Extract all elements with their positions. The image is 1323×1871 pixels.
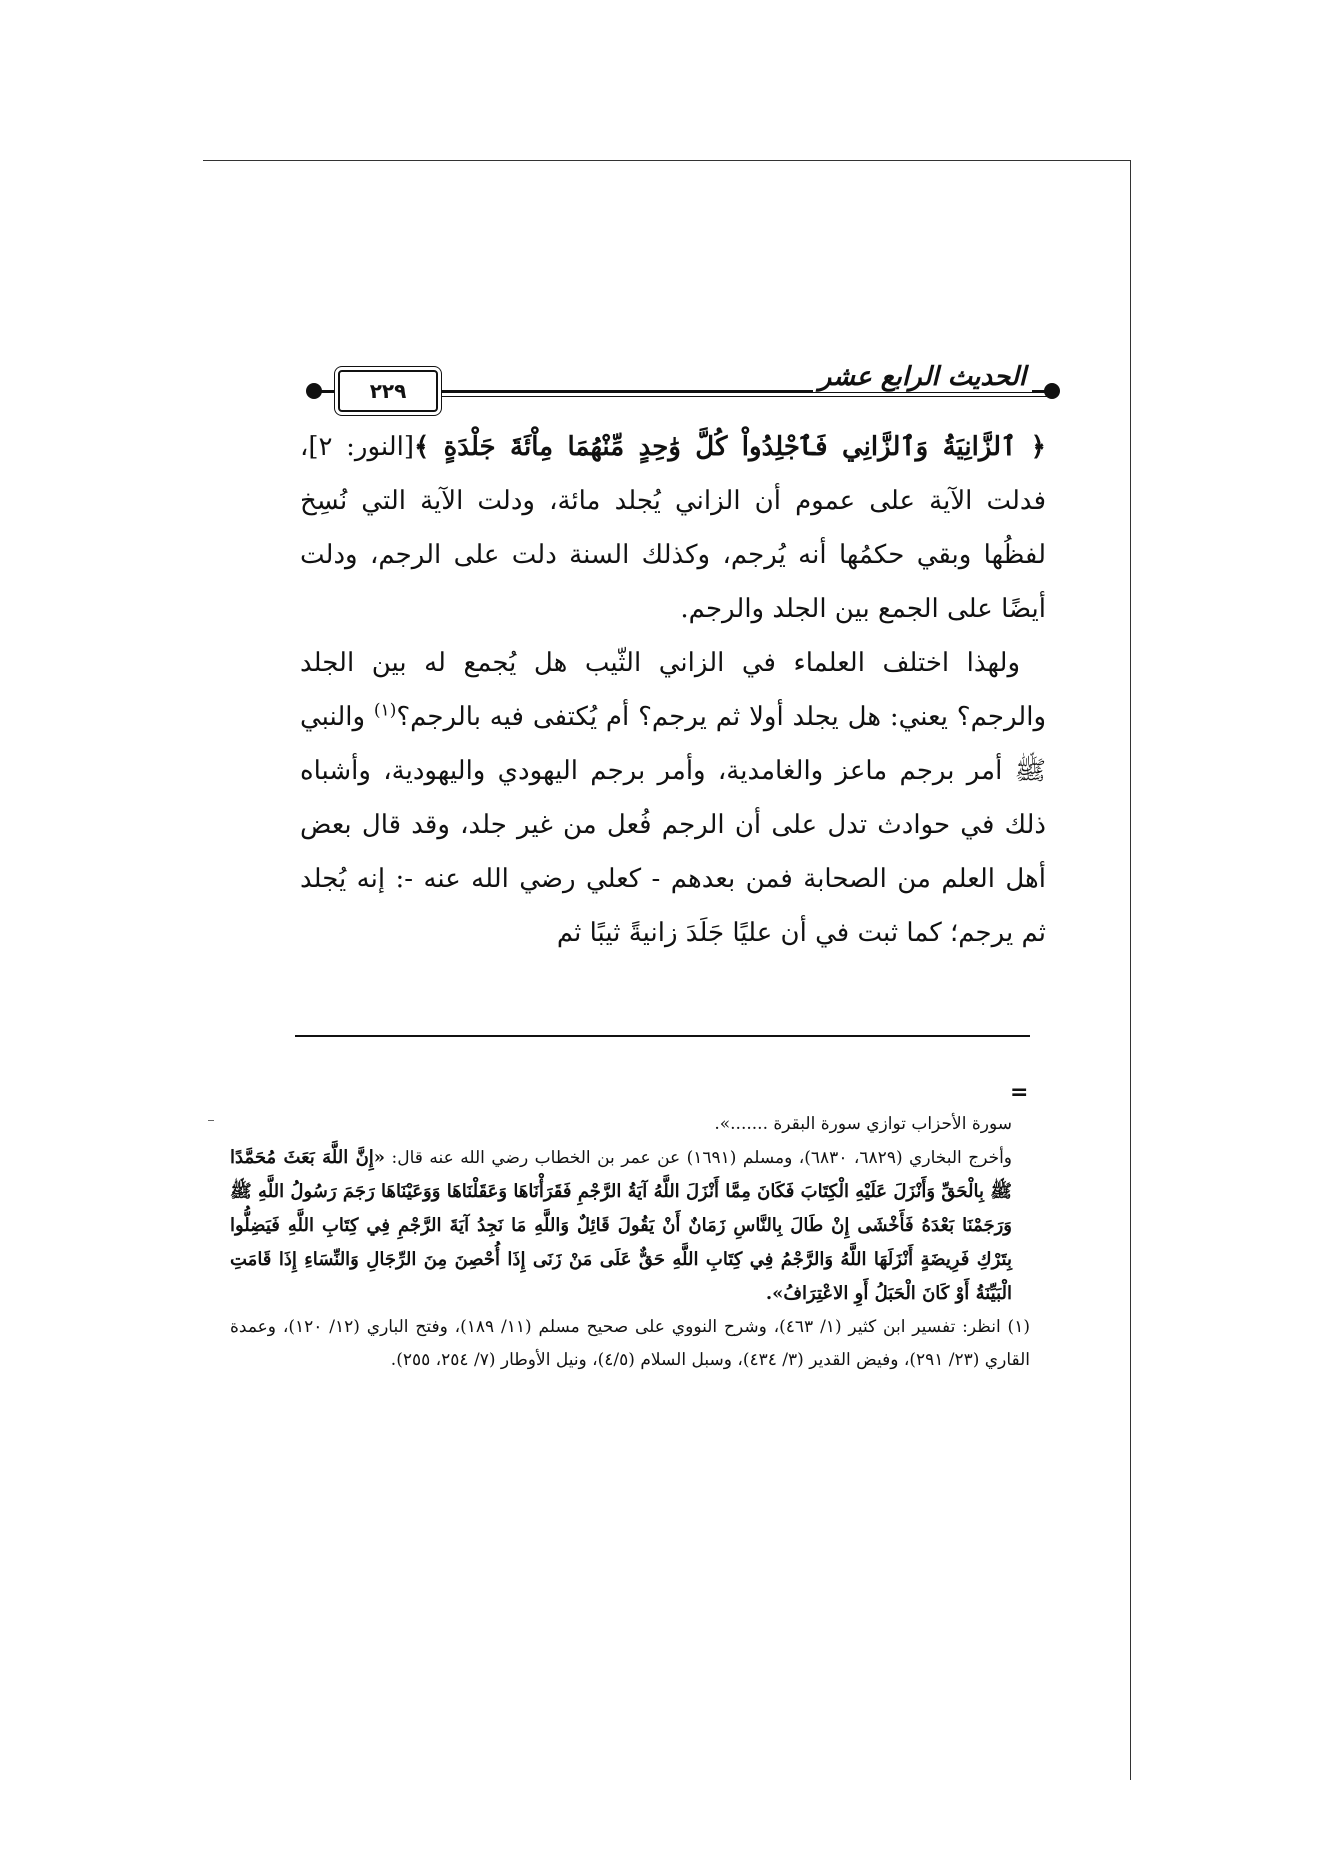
paragraph-2: [300, 636, 1046, 960]
header-ornament-right-icon: [1044, 383, 1060, 399]
page-number: ٢٢٩: [338, 370, 438, 412]
footnote-prev-end: سورة الأحزاب توازي سورة البقرة .......».: [714, 1114, 1012, 1134]
page-frame-right-border: [1130, 160, 1131, 1780]
footnote-1-number: (١): [1007, 1317, 1030, 1337]
page-frame-top-border: [203, 160, 1130, 161]
quran-verse: ﴿ ٱلزَّانِيَةُ وَٱلزَّانِي فَٱجْلِدُواْ كُلَّ وَٰحِدٍ مِّنْهُمَا مِاْئَةَ جَلْدَةٍ ﴾: [414, 432, 1046, 462]
footnote-1-text: انظر: تفسير ابن كثير (١/ ٤٦٣)، وشرح النووي على صحيح مسلم (١١/ ١٨٩)، وفتح الباري (١٢/ ١٢٠)، وعمدة القاري (٢٣/ ٢٩١)، وفيض القدير (٣/ ٤٣٤)، وسبل السلام (٤/٥)، ونيل الأوطار (٧/ ٢٥٤، ٢٥٥).: [230, 1317, 1030, 1370]
margin-mark: [208, 1120, 214, 1121]
paragraph-1: [300, 420, 1046, 636]
footnote-prev-hadith: «إِنَّ اللَّهَ بَعَثَ مُحَمَّدًا ﷺ بِالْحَقِّ وَأَنْزَلَ عَلَيْهِ الْكِتَابَ فَكَانَ مِمَّا أَنْزَلَ اللَّهُ آيَةُ الرَّجْمِ فَقَرَأْنَاهَا وَعَقَلْنَاهَا وَوَعَيْنَاهَا رَجَمَ رَسُولُ اللَّهِ ﷺ وَرَجَمْنَا بَعْدَهُ فَأَخْشَى إِنْ طَالَ بِالنَّاسِ زَمَانٌ أَنْ يَقُولَ قَائِلٌ وَاللَّهِ مَا نَجِدُ آيَةَ الرَّجْمِ فِي كِتَابِ اللَّهِ فَيَضِلُّوا بِتَرْكِ فَرِيضَةٍ أَنْزَلَهَا اللَّهُ وَالرَّجْمُ فِي كِتَابِ اللَّهِ حَقٌّ عَلَى مَنْ زَنَى إِذَا أُحْصِنَ مِنَ الرِّجَالِ وَالنِّسَاءِ إِذَا قَامَتِ الْبَيِّنَةُ أَوْ كَانَ الْحَبَلُ أَوِ الاعْتِرَافُ».: [230, 1147, 1012, 1304]
page-header: [300, 362, 1060, 408]
paragraph-2-text: ولهذا اختلف العلماء في الزاني الثّيب هل يُجمع له بين الجلد والرجم؟ يعني: هل يجلد أولا ثم يرجم؟ أم يُكتفى فيه بالرجم؟: [300, 648, 1047, 732]
header-ornament-left-icon: [306, 383, 322, 399]
footnote-1: [230, 1311, 1030, 1377]
footnote-prev-body: [230, 1141, 1030, 1311]
header-rule-thin: [430, 396, 1050, 397]
footnote-separator: [295, 1035, 1030, 1037]
paragraph-1-text: [النور: ٢]، فدلت الآية على عموم أن الزاني يُجلد مائة، ودلت الآية التي نُسِخ لفظُها وبقي حكمُها أنه يُرجم، وكذلك السنة دلت على الرجم، ودلت أيضًا على الجمع بين الجلد والرجم.: [300, 432, 1046, 624]
footnote-ref-1[interactable]: (١): [373, 700, 397, 721]
footnote-prev-source: وأخرج البخاري (٦٨٢٩، ٦٨٣٠)، ومسلم (١٦٩١) عن عمر بن الخطاب رضي الله عنه قال:: [391, 1148, 1013, 1168]
footnote-continuation-mark: =: [1010, 1080, 1029, 1105]
footnotes: [230, 1108, 1030, 1377]
chapter-title: الحديث الرابع عشر: [813, 362, 1032, 392]
main-text: [300, 420, 1046, 960]
paragraph-2-continuation: والنبي ﷺ أمر برجم ماعز والغامدية، وأمر برجم اليهودي واليهودية، وأشباه ذلك في حوادث تدل على أن الرجم فُعل من غير جلد، وقد قال بعض أهل العلم من الصحابة فمن بعدهم - كعلي رضي الله عنه -: إنه يُجلد ثم يرجم؛ كما ثبت في أن عليًا جَلَدَ زانيةً ثيبًا ثم: [300, 702, 1046, 948]
